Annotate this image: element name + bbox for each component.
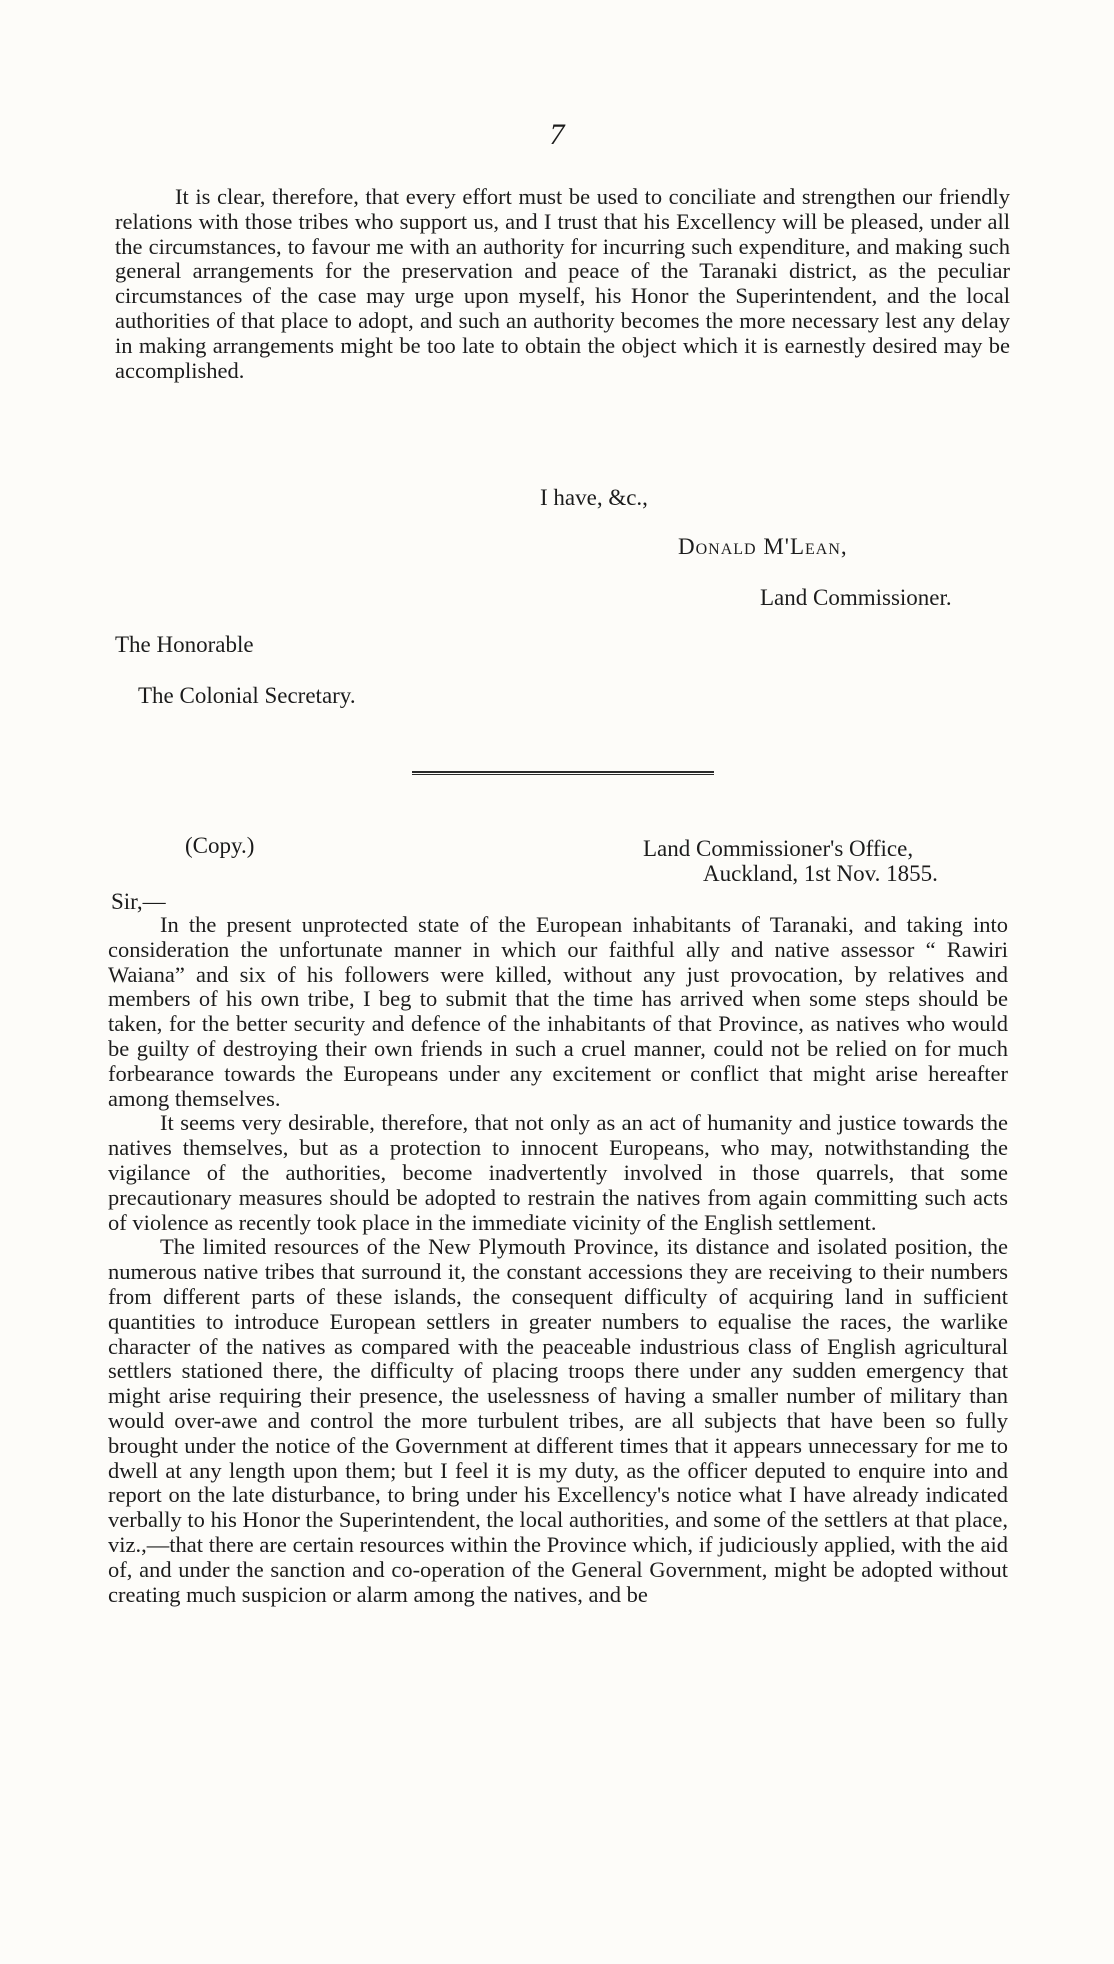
copy-label: (Copy.) (185, 833, 255, 858)
salutation: Sir,— (111, 889, 166, 914)
letter-paragraph: In the present unprotected state of the European inhabitants of Taranaki, and taking into consideration the unfortunate manner in which our faithful ally and native assessor “ Rawiri Waiana” and six of his followers were killed, without any just provocation, by relatives and members of his own tribe, I beg to submit that the time has arrived when some steps should be taken, for the better security and defence of the inhabitants of that Province, as natives who would be guilty of destroying their own friends in such a cruel manner, could not be relied on for much forbearance towards the Europeans under any excitement or conflict that might arise hereafter among themselves. (108, 912, 1008, 1111)
letter-body (108, 913, 1008, 1607)
letter-paragraph: It seems very desirable, therefore, that not only as an act of humanity and justice towards the natives themselves, but as a protection to innocent Europeans, who may, notwithstanding the vigilance of the authorities, become inadvertently involved in those quarrels, that some precautionary measures should be adopted to restrain the natives from again committing such acts of violence as recently took place in the immediate vicinity of the English settlement. (108, 1110, 1008, 1235)
sender-office: Land Commissioner's Office, (643, 836, 914, 861)
opening-paragraph: It is clear, therefore, that every effort must be used to conciliate and strengthen our friendly relations with those tribes who support us, and I trust that his Excellency will be pleased, under all the circumstances, to favour me with an authority for incurring such expenditure, and making such general arrangements for the preservation and peace of the Taranaki district, as the peculiar circumstances of the case may urge upon myself, his Honor the Superintendent, and the local authorities of that place to adopt, and such an authority becomes the more necessary lest any delay in making arrangements might be too late to obtain the object which it is earnestly desired may be accomplished. (115, 184, 1010, 383)
section-divider (412, 771, 714, 775)
page-number: 7 (549, 118, 565, 151)
letter-date-place: Auckland, 1st Nov. 1855. (703, 861, 938, 886)
letter-paragraph: The limited resources of the New Plymouth Province, its distance and isolated position, the numerous native tribes that surround it, the constant accessions they are receiving to their numbers from different parts of these islands, the consequent difficulty of acquiring land in sufficient quantities to introduce European settlers in greater numbers to equalise the races, the warlike character of the natives as compared with the peaceable industrious class of English agricultural settlers stationed there, the difficulty of placing troops there under any sudden emergency that might arise requiring their presence, the uselessness of having a smaller number of military than would over-awe and control the more turbulent tribes, are all subjects that have been so fully brought under the notice of the Government at different times that it appears unnecessary for me to dwell at any length upon them; but I feel it is my duty, as the officer deputed to enquire into and report on the late disturbance, to bring under his Excellency's notice what I have already indicated verbally to his Honor the Superintendent, the local authorities, and some of the settlers at that place, viz.,—that there are certain resources within the Province which, if judiciously applied, with the aid of, and under the sanction and co-operation of the General Government, might be adopted without creating much suspicion or alarm among the natives, and be (108, 1234, 1008, 1607)
letter-closing: I have, &c., (540, 485, 648, 510)
opening-paragraph-block (115, 185, 1010, 383)
signature-title: Land Commissioner. (760, 585, 952, 610)
signature-name: Donald M'Lean, (678, 534, 848, 559)
addressee-office: The Colonial Secretary. (138, 683, 356, 708)
addressee-honorific: The Honorable (115, 632, 254, 657)
